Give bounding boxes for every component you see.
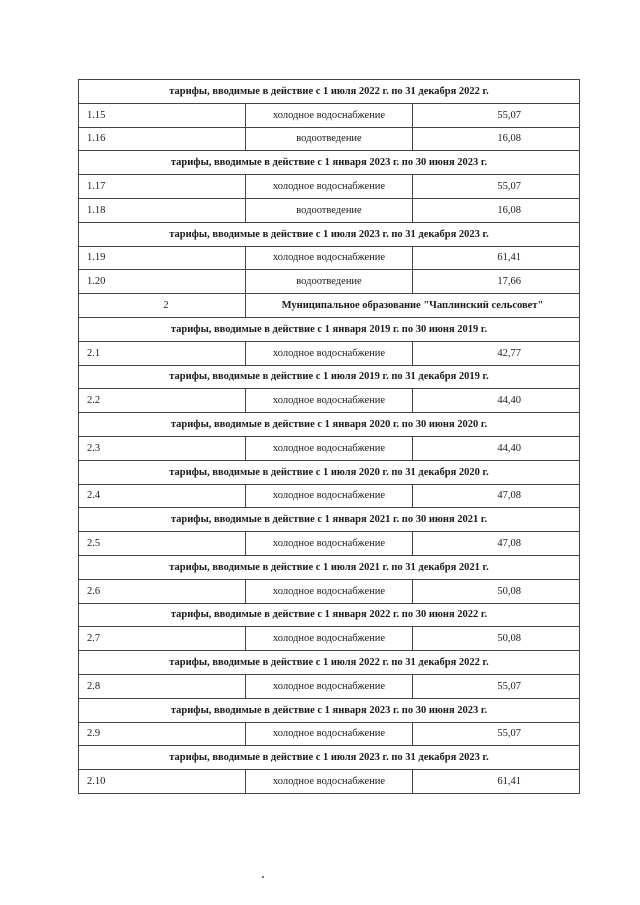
period-header-row — [79, 413, 580, 437]
table-row — [79, 127, 580, 151]
section-row — [79, 294, 580, 318]
service-name: холодное водоснабжение — [246, 627, 413, 651]
period-header-row — [79, 651, 580, 675]
period-header-row — [79, 317, 580, 341]
period-header: тарифы, вводимые в действие с 1 июля 2023 г. по 31 декабря 2023 г. — [79, 222, 580, 246]
tariff-value: 44,40 — [413, 389, 580, 413]
table-row — [79, 270, 580, 294]
tariff-value: 16,08 — [413, 198, 580, 222]
row-number: 1.17 — [79, 175, 246, 199]
service-name: холодное водоснабжение — [246, 722, 413, 746]
row-number: 2.3 — [79, 436, 246, 460]
table-row — [79, 484, 580, 508]
table-row — [79, 627, 580, 651]
service-name: водоотведение — [246, 127, 413, 151]
tariff-value: 17,66 — [413, 270, 580, 294]
service-name: холодное водоснабжение — [246, 175, 413, 199]
service-name: водоотведение — [246, 270, 413, 294]
period-header-row — [79, 508, 580, 532]
period-header: тарифы, вводимые в действие с 1 января 2020 г. по 30 июня 2020 г. — [79, 413, 580, 437]
tariff-value: 47,08 — [413, 532, 580, 556]
table-row — [79, 770, 580, 794]
row-number: 2.7 — [79, 627, 246, 651]
table-row — [79, 579, 580, 603]
tariff-value: 50,08 — [413, 627, 580, 651]
service-name: холодное водоснабжение — [246, 674, 413, 698]
table-row — [79, 436, 580, 460]
table-row — [79, 103, 580, 127]
row-number: 2.5 — [79, 532, 246, 556]
period-header: тарифы, вводимые в действие с 1 июля 2022 г. по 31 декабря 2022 г. — [79, 651, 580, 675]
table-row — [79, 246, 580, 270]
row-number: 1.18 — [79, 198, 246, 222]
service-name: холодное водоснабжение — [246, 389, 413, 413]
period-header-row — [79, 555, 580, 579]
service-name: водоотведение — [246, 198, 413, 222]
period-header: тарифы, вводимые в действие с 1 июля 2021 г. по 31 декабря 2021 г. — [79, 555, 580, 579]
tariff-value: 55,07 — [413, 722, 580, 746]
service-name: холодное водоснабжение — [246, 341, 413, 365]
table-row — [79, 175, 580, 199]
service-name: холодное водоснабжение — [246, 770, 413, 794]
row-number: 2.4 — [79, 484, 246, 508]
period-header: тарифы, вводимые в действие с 1 июля 2022 г. по 31 декабря 2022 г. — [79, 80, 580, 104]
row-number: 2.8 — [79, 674, 246, 698]
table-row — [79, 532, 580, 556]
period-header-row — [79, 151, 580, 175]
row-number: 2.9 — [79, 722, 246, 746]
tariff-value: 55,07 — [413, 674, 580, 698]
tariff-value: 61,41 — [413, 246, 580, 270]
service-name: холодное водоснабжение — [246, 103, 413, 127]
period-header: тарифы, вводимые в действие с 1 июля 2023 г. по 31 декабря 2023 г. — [79, 746, 580, 770]
service-name: холодное водоснабжение — [246, 484, 413, 508]
row-number: 1.19 — [79, 246, 246, 270]
service-name: холодное водоснабжение — [246, 532, 413, 556]
tariff-value: 44,40 — [413, 436, 580, 460]
service-name: холодное водоснабжение — [246, 579, 413, 603]
row-number: 2.2 — [79, 389, 246, 413]
tariff-value: 61,41 — [413, 770, 580, 794]
tariff-table-body — [79, 80, 580, 794]
period-header-row — [79, 80, 580, 104]
section-number: 2 — [79, 294, 246, 318]
scan-speck — [262, 876, 264, 878]
row-number: 2.6 — [79, 579, 246, 603]
period-header: тарифы, вводимые в действие с 1 января 2023 г. по 30 июня 2023 г. — [79, 698, 580, 722]
period-header: тарифы, вводимые в действие с 1 января 2022 г. по 30 июня 2022 г. — [79, 603, 580, 627]
period-header-row — [79, 222, 580, 246]
period-header: тарифы, вводимые в действие с 1 июля 2019 г. по 31 декабря 2019 г. — [79, 365, 580, 389]
period-header-row — [79, 698, 580, 722]
row-number: 1.16 — [79, 127, 246, 151]
tariff-value: 50,08 — [413, 579, 580, 603]
row-number: 2.1 — [79, 341, 246, 365]
period-header-row — [79, 460, 580, 484]
period-header: тарифы, вводимые в действие с 1 января 2019 г. по 30 июня 2019 г. — [79, 317, 580, 341]
section-title: Муниципальное образование "Чаплинский сельсовет" — [246, 294, 580, 318]
period-header: тарифы, вводимые в действие с 1 января 2021 г. по 30 июня 2021 г. — [79, 508, 580, 532]
period-header-row — [79, 603, 580, 627]
table-row — [79, 198, 580, 222]
table-row — [79, 674, 580, 698]
row-number: 1.15 — [79, 103, 246, 127]
tariff-value: 42,77 — [413, 341, 580, 365]
row-number: 1.20 — [79, 270, 246, 294]
table-row — [79, 722, 580, 746]
period-header: тарифы, вводимые в действие с 1 июля 2020 г. по 31 декабря 2020 г. — [79, 460, 580, 484]
tariff-value: 55,07 — [413, 103, 580, 127]
tariff-table — [78, 79, 580, 794]
service-name: холодное водоснабжение — [246, 436, 413, 460]
service-name: холодное водоснабжение — [246, 246, 413, 270]
period-header-row — [79, 365, 580, 389]
tariff-value: 16,08 — [413, 127, 580, 151]
tariff-value: 55,07 — [413, 175, 580, 199]
period-header: тарифы, вводимые в действие с 1 января 2023 г. по 30 июня 2023 г. — [79, 151, 580, 175]
tariff-value: 47,08 — [413, 484, 580, 508]
table-row — [79, 389, 580, 413]
row-number: 2.10 — [79, 770, 246, 794]
period-header-row — [79, 746, 580, 770]
table-row — [79, 341, 580, 365]
